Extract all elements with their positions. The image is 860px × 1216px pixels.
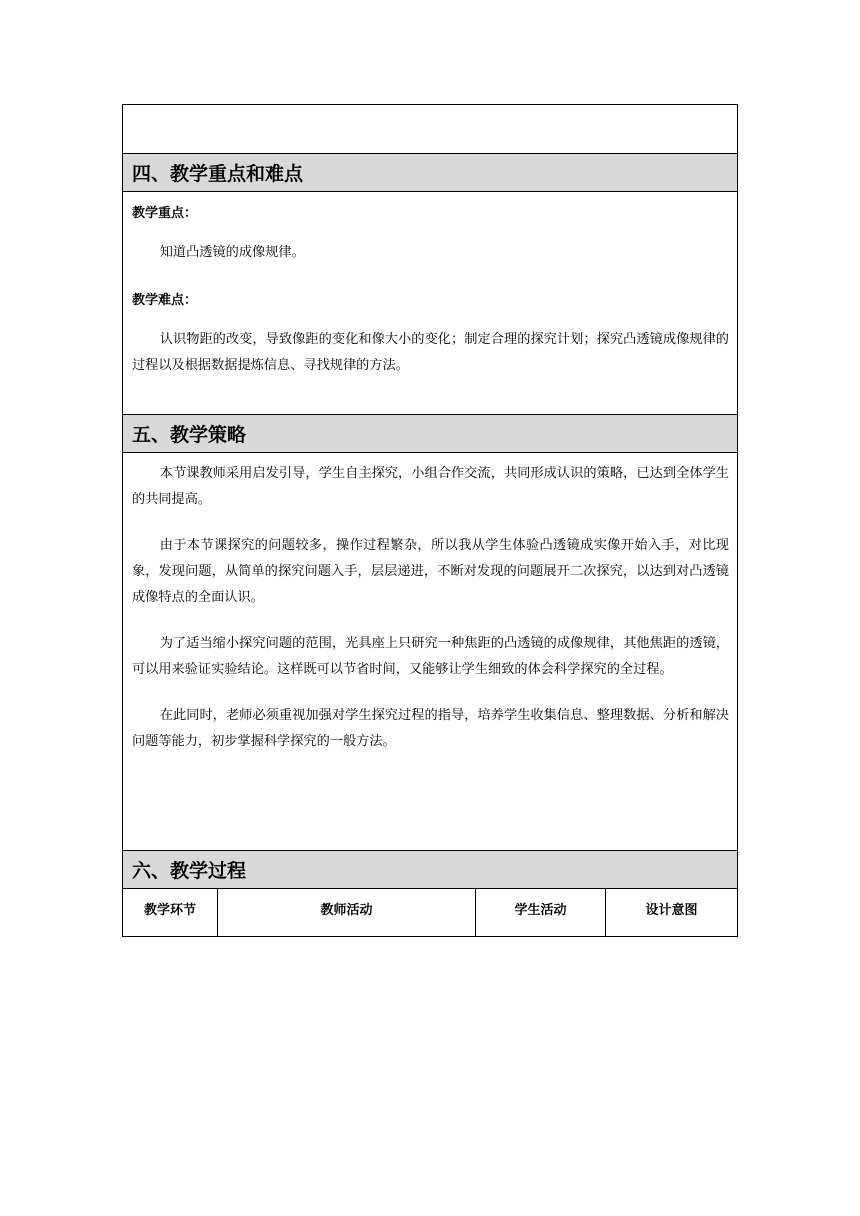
strategy-paragraph: 本节课教师采用启发引导，学生自主探究，小组合作交流，共同形成认识的策略，已达到全体学生的共同提高。 [132, 466, 729, 507]
section-5-content [123, 453, 737, 851]
difficulties-label: 教学难点： [132, 293, 198, 308]
section-5-header: 五、教学策略 [123, 415, 737, 453]
strategy-paragraph: 由于本节课探究的问题较多，操作过程繁杂，所以我从学生体验凸透镜成实像开始入手，对比现象，发现问题，从简单的探究问题入手，层层递进，不断对发现的问题展开二次探究，以达到对凸透镜成像特点的全面认识。 [132, 538, 729, 605]
column-header-design-intent: 设计意图 [645, 903, 698, 918]
section-4-content [123, 192, 737, 415]
column-header-teacher-activity: 教师活动 [218, 889, 476, 936]
lesson-plan-table [122, 104, 738, 937]
column-header-student-activity: 学生活动 [476, 889, 606, 936]
section-6-header: 六、教学过程 [123, 851, 737, 889]
empty-row [123, 105, 737, 154]
difficulties-text: 认识物距的改变，导致像距的变化和像大小的变化；制定合理的探究计划；探究凸透镜成像规律的过程以及根据数据提炼信息、寻找规律的方法。 [132, 332, 729, 373]
strategy-paragraph: 为了适当缩小探究问题的范围，光具座上只研究一种焦距的凸透镜的成像规律，其他焦距的透镜，可以用来验证实验结论。这样既可以节省时间，又能够让学生细致的体会科学探究的全过程。 [132, 636, 729, 677]
key-points-text: 知道凸透镜的成像规律。 [159, 245, 305, 260]
section-4-header: 四、教学重点和难点 [123, 154, 737, 192]
column-header-stage: 教学环节 [123, 889, 218, 936]
process-table-header [123, 889, 737, 936]
strategy-paragraph: 在此同时，老师必须重视加强对学生探究过程的指导，培养学生收集信息、整理数据、分析和解决问题等能力，初步掌握科学探究的一般方法。 [132, 708, 729, 749]
key-points-label: 教学重点： [132, 206, 198, 221]
